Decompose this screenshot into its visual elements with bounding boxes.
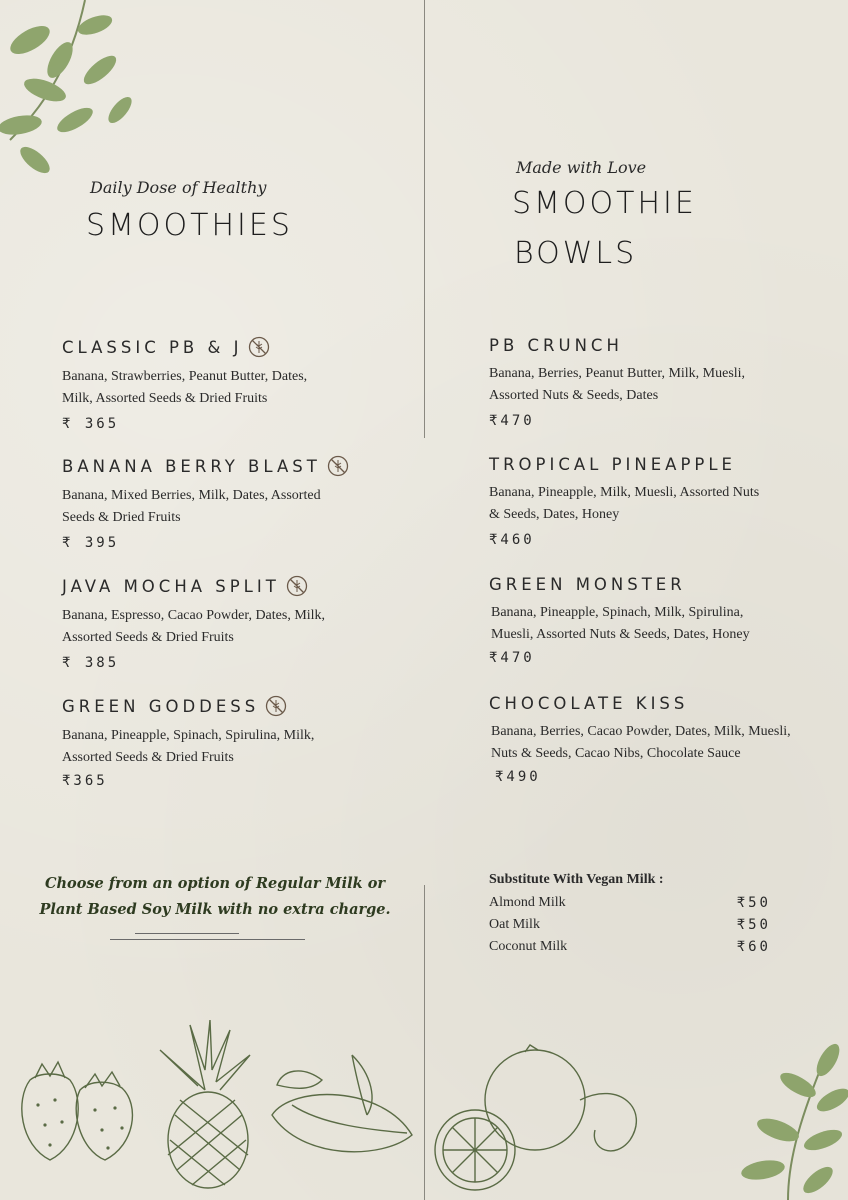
menu-item: [489, 455, 839, 548]
leaf-branch-top-left-icon: [0, 0, 150, 200]
vegan-milk-label: Almond Milk: [489, 895, 566, 910]
item-description-line: Seeds & Dried Fruits: [62, 510, 181, 525]
menu-item: [62, 695, 412, 789]
item-description-line: Banana, Pineapple, Spinach, Spirulina, Milk,: [62, 728, 315, 743]
item-description-line: Banana, Berries, Peanut Butter, Milk, Muesli,: [489, 366, 746, 381]
no-gluten-icon: [327, 455, 349, 477]
item-price: ₹460: [489, 532, 535, 548]
bowls-tagline: Made with Love: [516, 158, 647, 177]
bowls-heading-line2: BOWLS: [514, 236, 638, 271]
vegan-milk-label: Coconut Milk: [489, 939, 568, 954]
vegan-milk-row: [489, 892, 771, 914]
milk-option-note: [30, 871, 400, 923]
item-description-line: Muesli, Assorted Nuts & Seeds, Dates, Honey: [491, 627, 750, 642]
item-name: BANANA BERRY BLAST: [62, 456, 321, 476]
vegan-milk-table: [489, 872, 771, 958]
item-description-line: Banana, Strawberries, Peanut Butter, Dates,: [62, 369, 308, 384]
item-name: JAVA MOCHA SPLIT: [62, 576, 280, 596]
item-name: CHOCOLATE KISS: [489, 694, 689, 713]
item-description-line: Banana, Espresso, Cacao Powder, Dates, Milk,: [62, 608, 326, 623]
orange-sketch-icon: [430, 1040, 660, 1200]
menu-item: [62, 336, 412, 432]
smoothies-tagline: Daily Dose of Healthy: [90, 178, 267, 197]
item-price: ₹470: [489, 650, 535, 666]
column-divider-top: [424, 0, 425, 438]
item-name: TROPICAL PINEAPPLE: [489, 455, 736, 474]
item-name: CLASSIC PB & J: [62, 337, 243, 357]
milk-note-line: Plant Based Soy Milk with no extra charge.: [39, 901, 391, 918]
item-name: GREEN MONSTER: [489, 575, 686, 594]
item-price: ₹490: [495, 769, 541, 785]
vegan-milk-label: Oat Milk: [489, 917, 540, 932]
menu-item: [489, 694, 844, 785]
vegan-milk-price: ₹60: [736, 939, 771, 955]
item-description-line: Banana, Pineapple, Milk, Muesli, Assorted Nuts: [489, 485, 760, 500]
item-price: ₹ 395: [62, 535, 120, 551]
vegan-milk-price: ₹50: [736, 917, 771, 933]
menu-item: [62, 455, 412, 551]
item-description-line: Assorted Seeds & Dried Fruits: [62, 630, 234, 645]
column-divider-bottom: [424, 885, 425, 1200]
item-description-line: Banana, Berries, Cacao Powder, Dates, Milk, Muesli,: [491, 724, 791, 739]
no-gluten-icon: [286, 575, 308, 597]
vegan-milk-price: ₹50: [736, 895, 771, 911]
leaf-branch-bottom-right-icon: [718, 1040, 848, 1200]
item-description-line: Assorted Seeds & Dried Fruits: [62, 750, 234, 765]
bowls-heading-line1: SMOOTHIE: [512, 186, 697, 221]
item-name: GREEN GODDESS: [62, 696, 260, 716]
decorative-rule: [110, 939, 305, 940]
menu-item: [489, 336, 839, 429]
vegan-milk-title: Substitute With Vegan Milk :: [489, 872, 664, 887]
decorative-rule: [135, 933, 239, 934]
no-gluten-icon: [248, 336, 270, 358]
strawberries-sketch-icon: [10, 1050, 150, 1170]
menu-item: [62, 575, 412, 671]
item-description-line: Banana, Mixed Berries, Milk, Dates, Assorted: [62, 488, 321, 503]
item-price: ₹365: [62, 773, 108, 789]
item-description-line: Banana, Pineapple, Spinach, Milk, Spirulina,: [491, 605, 744, 620]
item-name: PB CRUNCH: [489, 336, 623, 355]
item-description-line: Assorted Nuts & Seeds, Dates: [489, 388, 659, 403]
cacao-pod-sketch-icon: [262, 1045, 422, 1165]
item-price: ₹ 385: [62, 655, 120, 671]
smoothies-heading: SMOOTHIES: [86, 208, 293, 243]
item-description-line: & Seeds, Dates, Honey: [489, 507, 620, 522]
item-description-line: Nuts & Seeds, Cacao Nibs, Chocolate Sauce: [491, 746, 741, 761]
item-price: ₹ 365: [62, 416, 120, 432]
item-description-line: Milk, Assorted Seeds & Dried Fruits: [62, 391, 268, 406]
no-gluten-icon: [265, 695, 287, 717]
pineapple-sketch-icon: [150, 1020, 260, 1190]
vegan-milk-row: [489, 914, 771, 936]
item-price: ₹470: [489, 413, 535, 429]
milk-note-line: Choose from an option of Regular Milk or: [44, 875, 386, 892]
menu-item: [489, 575, 839, 666]
vegan-milk-row: [489, 936, 771, 958]
